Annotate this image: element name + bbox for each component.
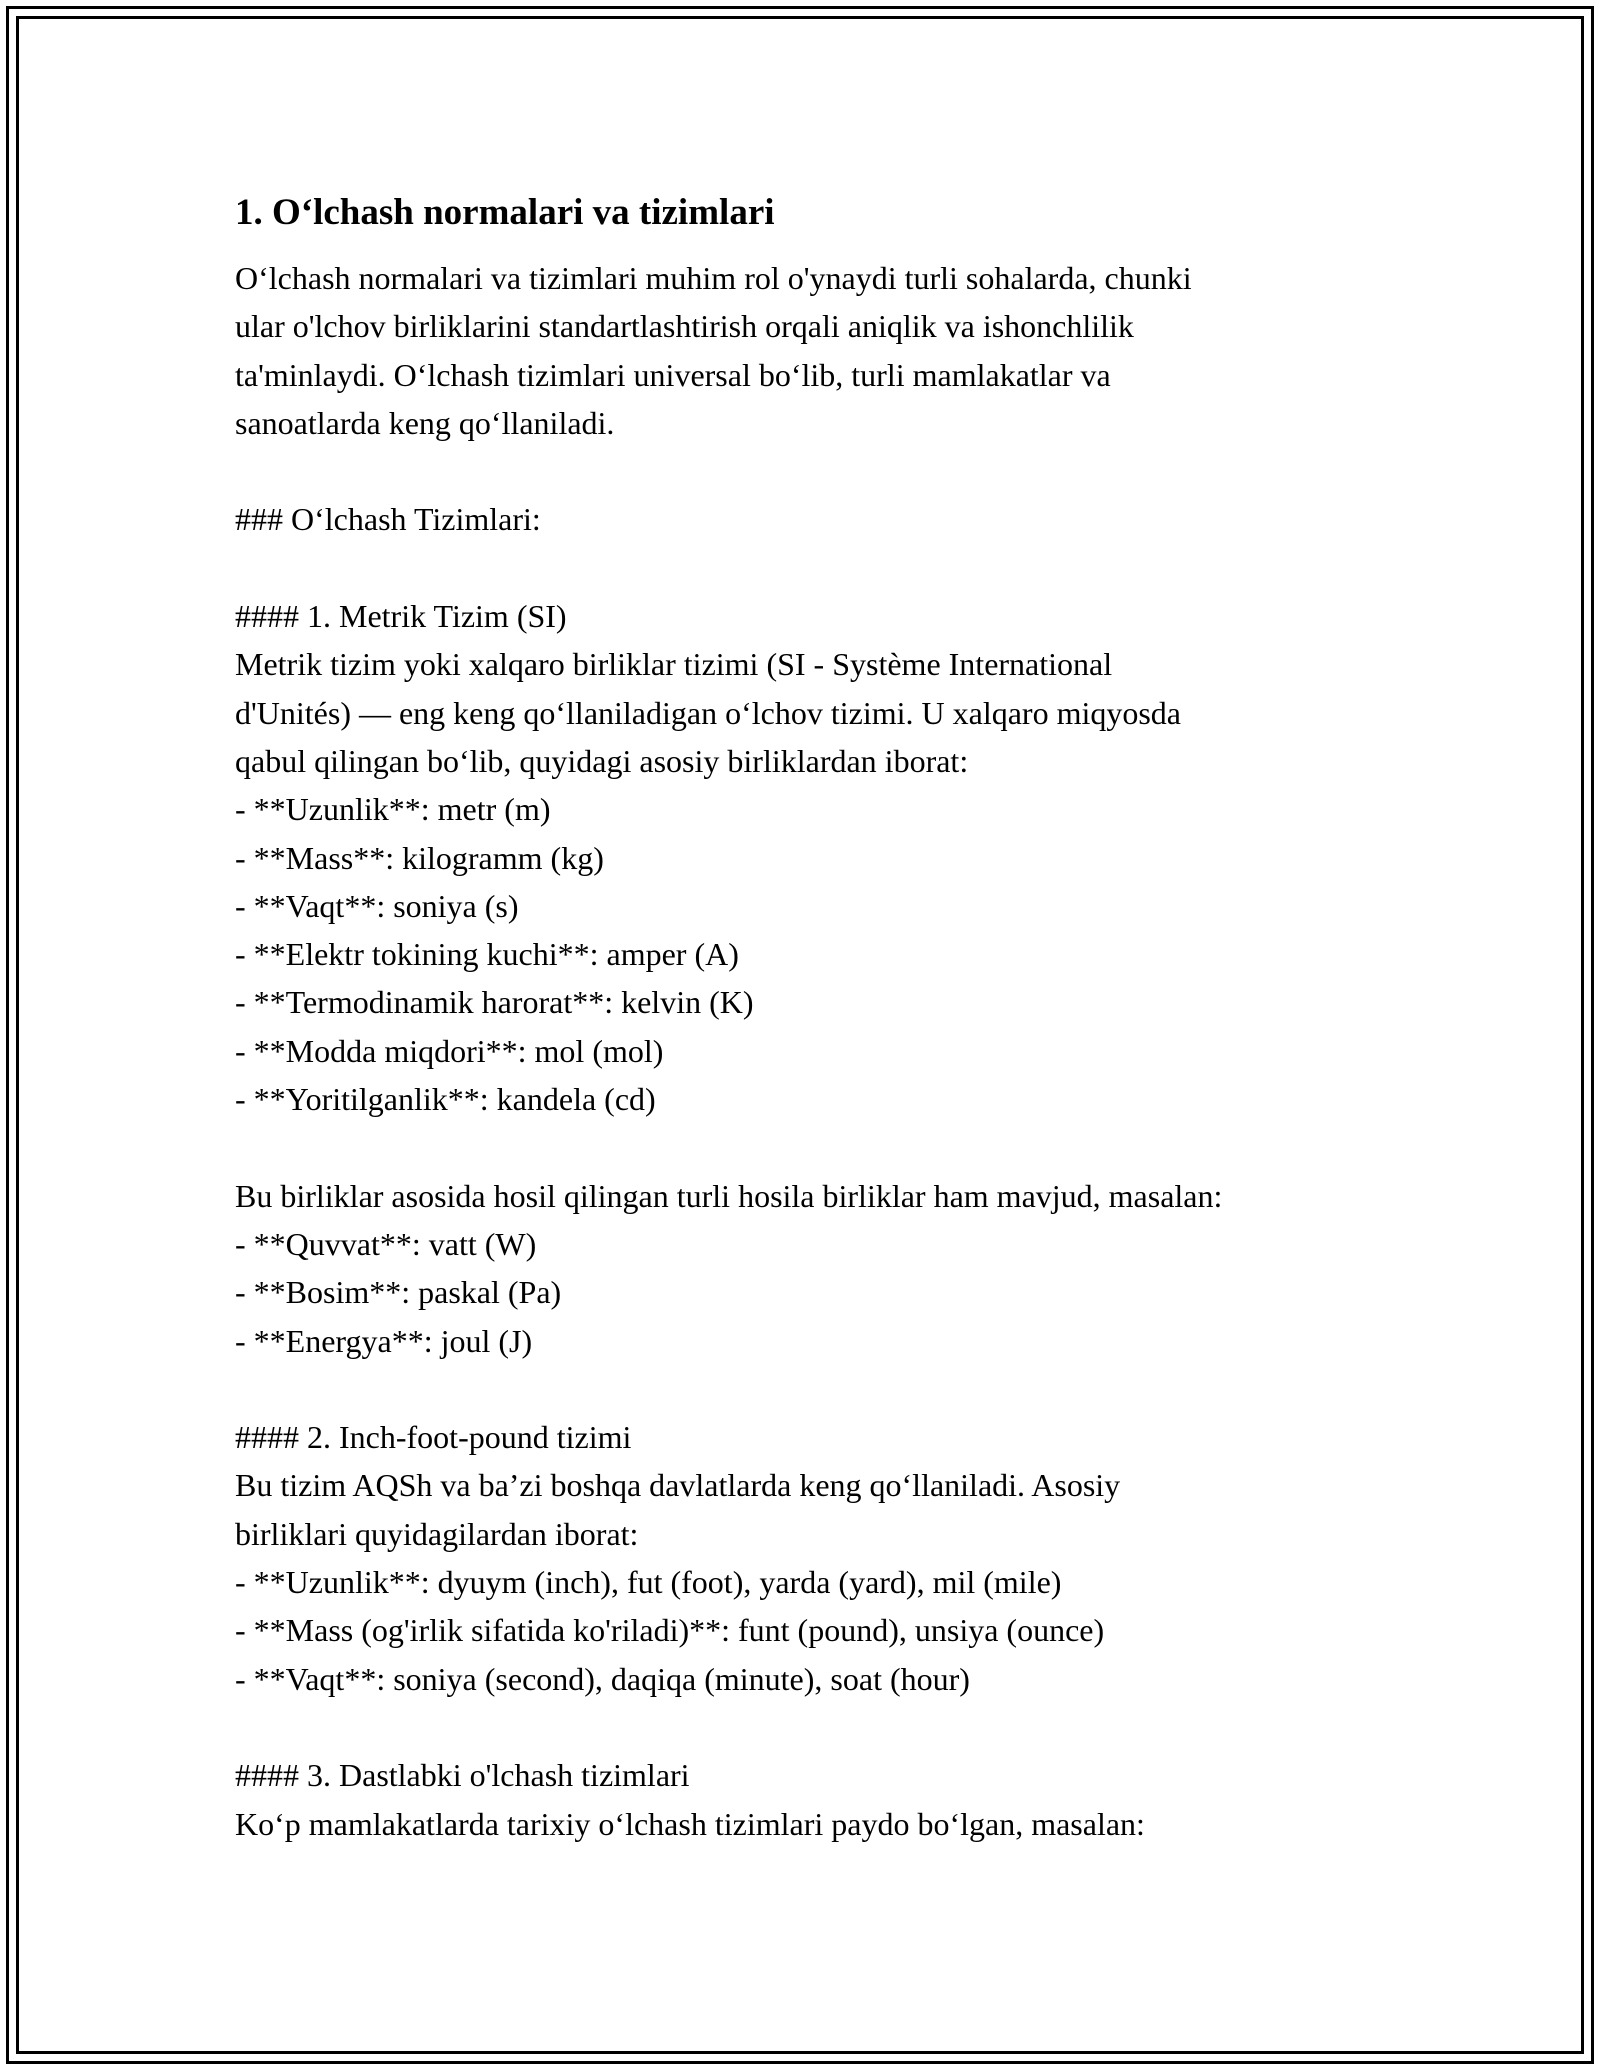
spacer: [235, 544, 1385, 592]
metric-description-line: qabul qilingan boʻlib, quyidagi asosiy birliklardan iborat:: [235, 742, 969, 779]
intro-line: Oʻlchash normalari va tizimlari muhim rol o'ynaydi turli sohalarda, chunki: [235, 260, 1192, 296]
intro-line: sanoatlarda keng qoʻllaniladi.: [235, 404, 615, 441]
list-item: - **Uzunlik**: dyuym (inch), fut (foot), yarda (yard), mil (mile): [235, 1564, 1062, 1601]
list-item: - **Quvvat**: vatt (W): [235, 1225, 537, 1262]
list-item: - **Uzunlik**: metr (m): [235, 791, 551, 828]
list-item: - **Vaqt**: soniya (s): [235, 887, 519, 924]
list-item: - **Mass**: kilogramm (kg): [235, 839, 604, 876]
document-body: [235, 184, 1385, 1848]
list-item: - **Modda miqdori**: mol (mol): [235, 1032, 664, 1069]
imperial-description-line: Bu tizim AQSh va ba’zi boshqa davlatlarda keng qoʻllaniladi. Asosiy: [235, 1467, 1121, 1504]
metric-description-line: Metrik tizim yoki xalqaro birliklar tizimi (SI - Système International: [235, 646, 1113, 683]
imperial-heading: #### 2. Inch-foot-pound tizimi: [235, 1419, 632, 1456]
spacer: [235, 1123, 1385, 1171]
imperial-description-line: birliklari quyidagilardan iborat:: [235, 1515, 639, 1552]
intro-line: ta'minlaydi. Oʻlchash tizimlari universal boʻlib, turli mamlakatlar va: [235, 356, 1111, 393]
list-item: - **Mass (og'irlik sifatida ko'riladi)**: funt (pound), unsiya (ounce): [235, 1612, 1105, 1649]
list-item: - **Elektr tokining kuchi**: amper (A): [235, 936, 739, 973]
historical-description: Koʻp mamlakatlarda tarixiy oʻlchash tizimlari paydo boʻlgan, masalan:: [235, 1805, 1145, 1842]
spacer: [235, 447, 1385, 495]
spacer: [235, 242, 1385, 254]
list-item: - **Termodinamik harorat**: kelvin (K): [235, 984, 754, 1021]
historical-heading: #### 3. Dastlabki o'lchash tizimlari: [235, 1757, 690, 1794]
intro-line: ular o'lchov birliklarini standartlashtirish orqali aniqlik va ishonchlilik: [235, 308, 1134, 345]
list-item: - **Bosim**: paskal (Pa): [235, 1274, 562, 1311]
metric-description-line: d'Unités) — eng keng qoʻllaniladigan oʻlchov tizimi. U xalqaro miqyosda: [235, 694, 1181, 731]
document-title: 1. Oʻlchash normalari va tizimlari: [235, 192, 775, 233]
list-item: - **Vaqt**: soniya (second), daqiqa (minute), soat (hour): [235, 1660, 970, 1697]
metric-heading: #### 1. Metrik Tizim (SI): [235, 598, 567, 635]
derived-intro: Bu birliklar asosida hosil qilingan turli hosila birliklar ham mavjud, masalan:: [235, 1177, 1223, 1214]
list-item: - **Energya**: joul (J): [235, 1322, 533, 1359]
spacer: [235, 1365, 1385, 1413]
list-item: - **Yoritilganlik**: kandela (cd): [235, 1081, 656, 1118]
systems-heading: ### Oʻlchash Tizimlari:: [235, 501, 541, 538]
spacer: [235, 1703, 1385, 1751]
